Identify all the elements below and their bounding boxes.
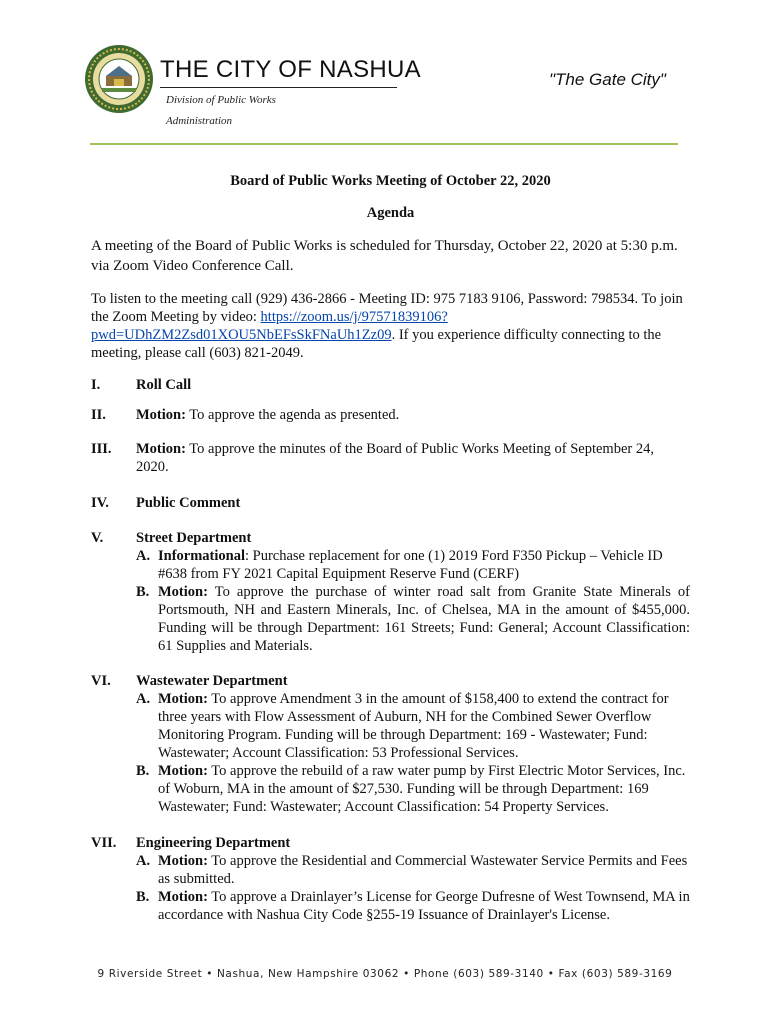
sub-item-label: Motion:: [158, 584, 208, 600]
agenda-item-street-department: [91, 529, 690, 655]
sub-item-label: Motion:: [158, 763, 208, 779]
motion-label: Motion:: [136, 441, 186, 457]
agenda-item-approve-agenda: [91, 406, 690, 424]
sub-item: [136, 852, 690, 888]
item-number: V.: [91, 530, 104, 546]
item-number: I.: [91, 377, 101, 393]
item-text: To approve the agenda as presented.: [185, 407, 400, 423]
agenda-content: [91, 172, 690, 924]
agenda-item-wastewater-department: [91, 672, 690, 816]
zoom-instructions-prefix: To listen to the meeting call (929) 436-2866 - Meeting ID: 975 7183 9106, Password: 798534. To join the Zoom Meeting by video:: [91, 291, 683, 325]
zoom-instructions-suffix: . If you experience difficulty connecting to the meeting, please call (603) 821-2049.: [91, 327, 662, 361]
sub-item-label: Informational: [158, 548, 245, 564]
item-title: Public Comment: [136, 495, 241, 511]
sub-item-letter: A.: [136, 853, 151, 869]
sub-item: [136, 888, 690, 924]
sub-item: [136, 583, 690, 655]
agenda-item-engineering-department: [91, 834, 690, 924]
motion-label: Motion:: [136, 407, 186, 423]
sub-item: [136, 690, 690, 762]
sub-item-letter: B.: [136, 584, 150, 600]
item-number: III.: [91, 441, 112, 457]
sub-division-name: Administration: [166, 115, 233, 127]
agenda-item-public-comment: [91, 494, 690, 512]
item-number: IV.: [91, 495, 109, 511]
footer-address: 9 Riverside Street • Nashua, New Hampshire 03062 • Phone (603) 589-3140 • Fax (603) 589-3169: [97, 968, 673, 980]
meeting-title: Board of Public Works Meeting of October 22, 2020: [230, 173, 551, 189]
meeting-intro: A meeting of the Board of Public Works is scheduled for Thursday, October 22, 2020 at 5:30 p.m. via Zoom Video Conference Call.: [91, 238, 678, 274]
item-title: Street Department: [136, 530, 252, 546]
header-rule: [90, 143, 678, 145]
sub-item-letter: B.: [136, 763, 150, 779]
item-number: VI.: [91, 673, 111, 689]
city-seal-logo: [84, 44, 154, 114]
sub-item-text: To approve Amendment 3 in the amount of $158,400 to extend the contract for three years with Flow Assessment of Auburn, NH for the Combined Sewer Overflow Monitoring Program. Funding will be through Department: 169 - Wastewater; Fund: Wastewater; Account Classification: 53 Professional Services.: [158, 691, 669, 761]
zoom-instructions: [91, 290, 690, 362]
sub-item-text: : Purchase replacement for one (1) 2019 Ford F350 Pickup – Vehicle ID #638 from FY 2021 Capital Equipment Reserve Fund (CERF): [158, 548, 663, 582]
agenda-item-roll-call: [91, 376, 690, 394]
zoom-meeting-link[interactable]: https://zoom.us/j/97571839106?pwd=UDhZM2Zsd01XOU5NbEFsSkFNaUh1Zz09: [91, 309, 448, 343]
sub-item-letter: A.: [136, 691, 151, 707]
sub-item-label: Motion:: [158, 853, 208, 869]
division-name: Division of Public Works: [166, 94, 276, 106]
city-slogan: "The Gate City": [549, 70, 666, 89]
agenda-heading: Agenda: [366, 205, 415, 221]
sub-item-text: To approve a Drainlayer’s License for George Dufresne of West Townsend, MA in accordance with Nashua City Code §255-19 Issuance of Drainlayer's License.: [158, 889, 690, 923]
item-number: II.: [91, 407, 106, 423]
sub-item-letter: B.: [136, 889, 150, 905]
sub-item: [136, 547, 690, 583]
city-title: THE CITY OF NASHUA: [160, 56, 421, 83]
sub-item-letter: A.: [136, 548, 151, 564]
sub-item-label: Motion:: [158, 691, 208, 707]
sub-item-text: To approve the rebuild of a raw water pump by First Electric Motor Services, Inc. of Woburn, MA in the amount of $27,530. Funding will be through Department: 169 Wastewater; Fund: Wastewater; Account Classification: 54 Property Services.: [158, 763, 686, 815]
item-title: Wastewater Department: [136, 673, 288, 689]
sub-item-label: Motion:: [158, 889, 208, 905]
sub-item-text: To approve the Residential and Commercial Wastewater Service Permits and Fees as submitted.: [158, 853, 688, 887]
item-title: Engineering Department: [136, 835, 291, 851]
agenda-item-approve-minutes: [91, 440, 690, 476]
item-number: VII.: [91, 835, 117, 851]
item-title: Roll Call: [136, 377, 192, 393]
title-divider: [160, 87, 397, 88]
item-text: To approve the minutes of the Board of Public Works Meeting of September 24, 2020.: [136, 441, 654, 475]
sub-item: [136, 762, 690, 816]
sub-item-text: To approve the purchase of winter road salt from Granite State Minerals of Portsmouth, NH and Eastern Minerals, Inc. of Chelsea, MA in the amount of $455,000. Funding will be through Department: 161 Streets; Fund: General; Account Classification: 61 Supplies and Materials.: [158, 584, 690, 654]
